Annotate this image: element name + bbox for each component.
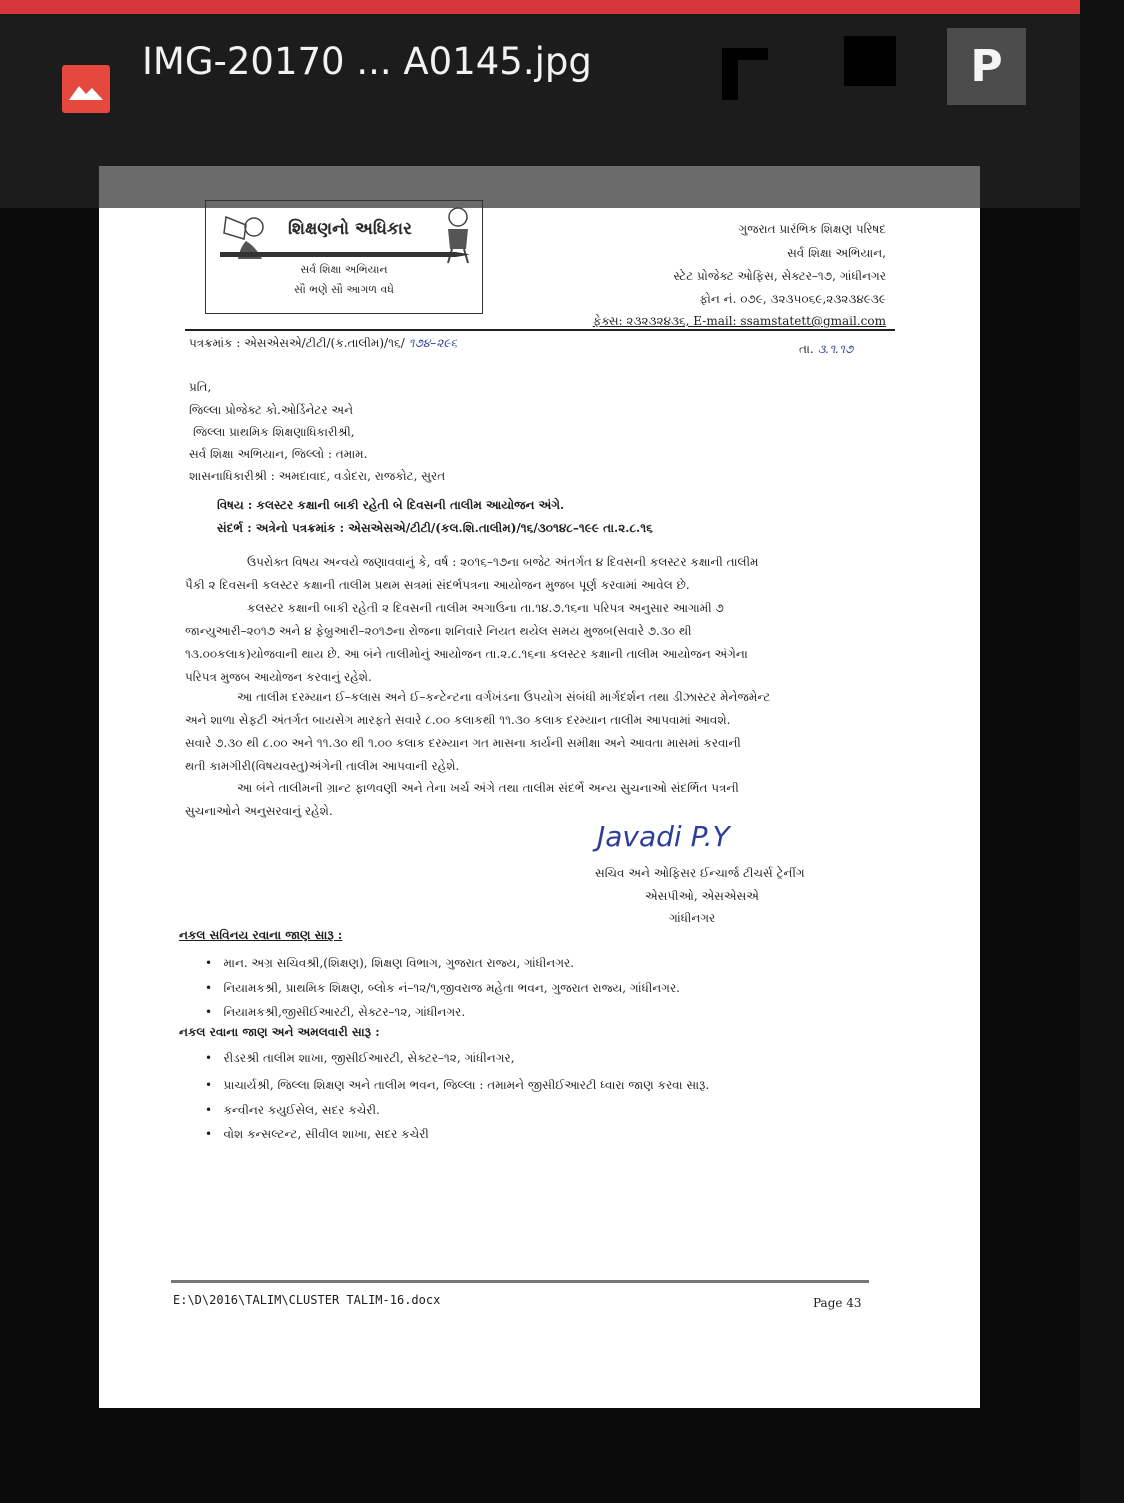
to-line: જિલ્લા પ્રાથમિક શિક્ષણાધિકારીશ્રી, (193, 425, 355, 439)
reference-label: પત્રક્રમાંક : એસએસએ/ટીટી/(ક.તાલીમ)/૧૬/ (189, 336, 405, 350)
body-line: પરિપત્ર મુજબ આયોજન કરવાનું રહેશે. (185, 670, 372, 684)
signatory-line: એસપીઓ, એસએસએ (645, 889, 759, 903)
body-line: થતી કામગીરી(વિષયવસ્તુ)અંગેની તાલીમ આપવાની રહેશે. (185, 759, 460, 773)
to-line: જિલ્લા પ્રોજેક્ટ કો.ઓર્ડિનેટર અને (189, 403, 354, 417)
body-line: સવારે ૭.૩૦ થી ૮.૦૦ અને ૧૧.૩૦ થી ૧.૦૦ કલાક દરમ્યાન ગત માસના કાર્યની સમીક્ષા અને આવતા માસમાં કરવાની (185, 736, 741, 750)
p-action-button[interactable]: P (947, 28, 1026, 105)
body-line: પૈકી ૨ દિવસની કલસ્ટર કક્ષાની તાલીમ પ્રથમ સત્રમાં સંદર્ભપત્રના આયોજન મુજબ પૂર્ણ કરવામાં આવેલ છે. (185, 578, 690, 592)
copy-item: • નિયામકશ્રી, પ્રાથમિક શિક્ષણ, બ્લોક નં–૧૨/૧,જીવરાજ મહેતા ભવન, ગુજરાત રાજ્ય, ગાંધીનગર. (205, 981, 680, 995)
photo-icon[interactable] (62, 65, 110, 113)
copy-item: • પ્રાચાર્યશ્રી, જિલ્લા શિક્ષણ અને તાલીમ ભવન, જિલ્લા : તમામને જીસીઈઆરટી ધ્વારા જાણ કરવા સારૂ. (205, 1078, 710, 1092)
reference-number (189, 336, 457, 351)
header-rule (185, 329, 895, 331)
copy-item: • કન્વીનર કયુઈસેલ, સદર કચેરી. (205, 1103, 380, 1117)
footer-rule (171, 1280, 869, 1283)
copy-item: • રીડરશ્રી તાલીમ શાખા, જીસીઈઆરટી, સેક્ટર–૧૨, ગાંધીનગર, (205, 1051, 515, 1065)
reference-line: સંદર્ભ : અત્રેનો પત્રક્રમાંક : એસએસએ/ટીટી/(કલ.શિ.તાલીમ)/૧૬/૩૦૧૪૮–૧૯૯ તા.૨.૮.૧૬ (217, 521, 653, 535)
signatory-line: સચિવ અને ઓફિસર ઈન્ચાર્જ ટીચર્સ ટ્રેનીંગ (595, 866, 805, 880)
copy-item: • વોશ કન્સલ્ટન્ટ, સીવીલ શાખા, સદર કચેરી (205, 1127, 429, 1141)
signatory-line: ગાંધીનગર (669, 911, 716, 925)
document-image (99, 208, 980, 1408)
body-line: આ બંને તાલીમની ગ્રાન્ટ ફાળવણી અને તેના ખર્ચ અંગે તથા તાલીમ સંદર્ભે અન્ય સુચનાઓ સંદર્ભિત પત્રની (237, 781, 739, 795)
copy-item-text: માન. અગ્ર સચિવશ્રી,(શિક્ષણ), શિક્ષણ વિભાગ, ગુજરાત રાજ્ય, ગાંધીનગર. (223, 956, 575, 970)
logo (205, 200, 483, 314)
reference-handwritten: ૧૭૪–૨૯૬ (408, 336, 458, 350)
header-line: સર્વ શિક્ષા અભિયાન, (787, 246, 886, 260)
header-line: ફોન નં. ૦૭૯, ૩૨૩૫૦૬૯,૨૩૨૩૪૯૩૯ (699, 292, 886, 306)
square-icon[interactable] (844, 36, 896, 86)
copy-item-text: કન્વીનર કયુઈસેલ, સદર કચેરી. (223, 1103, 380, 1117)
copy-item-text: વોશ કન્સલ્ટન્ટ, સીવીલ શાખા, સદર કચેરી (223, 1127, 429, 1141)
logo-tagline: સૌ ભણે સૌ આગળ વધે (294, 283, 394, 296)
body-line: સુચનાઓને અનુસરવાનું રહેશે. (185, 804, 333, 818)
logo-subtitle: સર્વ શિક્ષા અભિયાન (300, 263, 388, 276)
crop-icon[interactable] (722, 44, 768, 100)
copy-heading: નકલ સવિનય રવાના જાણ સારૂ : (179, 928, 343, 942)
to-line: સર્વ શિક્ષા અભિયાન, જિલ્લો : તમામ. (189, 447, 368, 461)
status-strip (0, 0, 1080, 14)
copy-item-text: નિયામકશ્રી,જીસીઈઆરટી, સેક્ટર–૧૨, ગાંધીનગર. (223, 1005, 466, 1019)
pencil-icon (220, 249, 470, 259)
header-line: સ્ટેટ પ્રોજેક્ટ ઓફિસ, સેક્ટર–૧૭, ગાંધીનગર (673, 269, 886, 283)
file-title: IMG-20170 ... A0145.jpg (142, 40, 592, 83)
to-line: પ્રતિ, (189, 380, 212, 394)
signature: Javadi P.Y (597, 820, 730, 853)
copy-item: • માન. અગ્ર સચિવશ્રી,(શિક્ષણ), શિક્ષણ વિભાગ, ગુજરાત રાજ્ય, ગાંધીનગર. (205, 956, 575, 970)
copy-item: • નિયામકશ્રી,જીસીઈઆરટી, સેક્ટર–૧૨, ગાંધીનગર. (205, 1005, 466, 1019)
logo-title: શિક્ષણનો અધિકાર (288, 219, 412, 239)
subject-line: વિષય : કલસ્ટર કક્ષાની બાકી રહેતી બે દિવસની તાલીમ આયોજન અંગે. (217, 498, 565, 512)
date-label: તા. (799, 342, 814, 356)
copy-item-text: પ્રાચાર્યશ્રી, જિલ્લા શિક્ષણ અને તાલીમ ભવન, જિલ્લા : તમામને જીસીઈઆરટી ધ્વારા જાણ કરવા સારૂ. (223, 1078, 710, 1092)
copy-heading: નકલ રવાના જાણ અને અમલવારી સારૂ : (179, 1025, 380, 1039)
copy-item-text: રીડરશ્રી તાલીમ શાખા, જીસીઈઆરટી, સેક્ટર–૧૨, ગાંધીનગર, (223, 1051, 515, 1065)
header-contact: ફેક્સ: ૨૩૨૩૨૪૩૬, E-mail: ssamstatett@gmail.com (592, 314, 886, 328)
body-line: ૧૩.૦૦કલાક)યોજવાની થાય છે. આ બંને તાલીમોનું આયોજન તા.૨.૮.૧૬ના કલસ્ટર કક્ષાની તાલીમ આયોજન અંગેના (185, 647, 748, 661)
body-line: ઉપરોક્ત વિષય અન્વયે જણાવવાનું કે, વર્ષ : ૨૦૧૬–૧૭ના બજેટ અંતર્ગત ૪ દિવસની કલસ્ટર કક્ષાની તાલીમ (247, 555, 759, 569)
right-edge (1080, 0, 1124, 1503)
date-value: ૩.૧.૧૭ (817, 342, 854, 356)
body-line: કલસ્ટર કક્ષાની બાકી રહેતી ૨ દિવસની તાલીમ અગાઉના તા.૧૪.૭.૧૬ના પરિપત્ર અનુસાર આગામી ૭ (247, 601, 724, 615)
body-line: અને શાળા સેફટી અંતર્ગત બાયસેગ મારફતે સવારે ૮.૦૦ કલાકથી ૧૧.૩૦ કલાક દરમ્યાન તાલીમ આપવામાં આવશે. (185, 713, 731, 727)
body-line: આ તાલીમ દરમ્યાન ઈ–કલાસ અને ઈ–કન્ટેન્ટના વર્ગખંડના ઉપયોગ સંબંધી માર્ગદર્શન તથા ડીઝાસ્ટર મેનેજમેન્ટ (237, 690, 771, 704)
footer-file-path: E:\D\2016\TALIM\CLUSTER TALIM-16.docx (173, 1293, 441, 1307)
copy-item-text: નિયામકશ્રી, પ્રાથમિક શિક્ષણ, બ્લોક નં–૧૨/૧,જીવરાજ મહેતા ભવન, ગુજરાત રાજ્ય, ગાંધીનગર. (223, 981, 680, 995)
letter-date (799, 342, 853, 357)
to-line: શાસનાધિકારીશ્રી : અમદાવાદ, વડોદરા, રાજકોટ, સુરત (189, 469, 446, 483)
body-line: જાન્યુઆરી–૨૦૧૭ અને ૪ ફેબ્રુઆરી–૨૦૧૭ના રોજના શનિવારે નિયત થયેલ સમય મુજબ(સવારે ૭.૩૦ થી (185, 624, 692, 638)
footer-page-number: Page 43 (813, 1296, 862, 1310)
header-line: ગુજરાત પ્રારંભિક શિક્ષણ પરિષદ (738, 222, 886, 236)
